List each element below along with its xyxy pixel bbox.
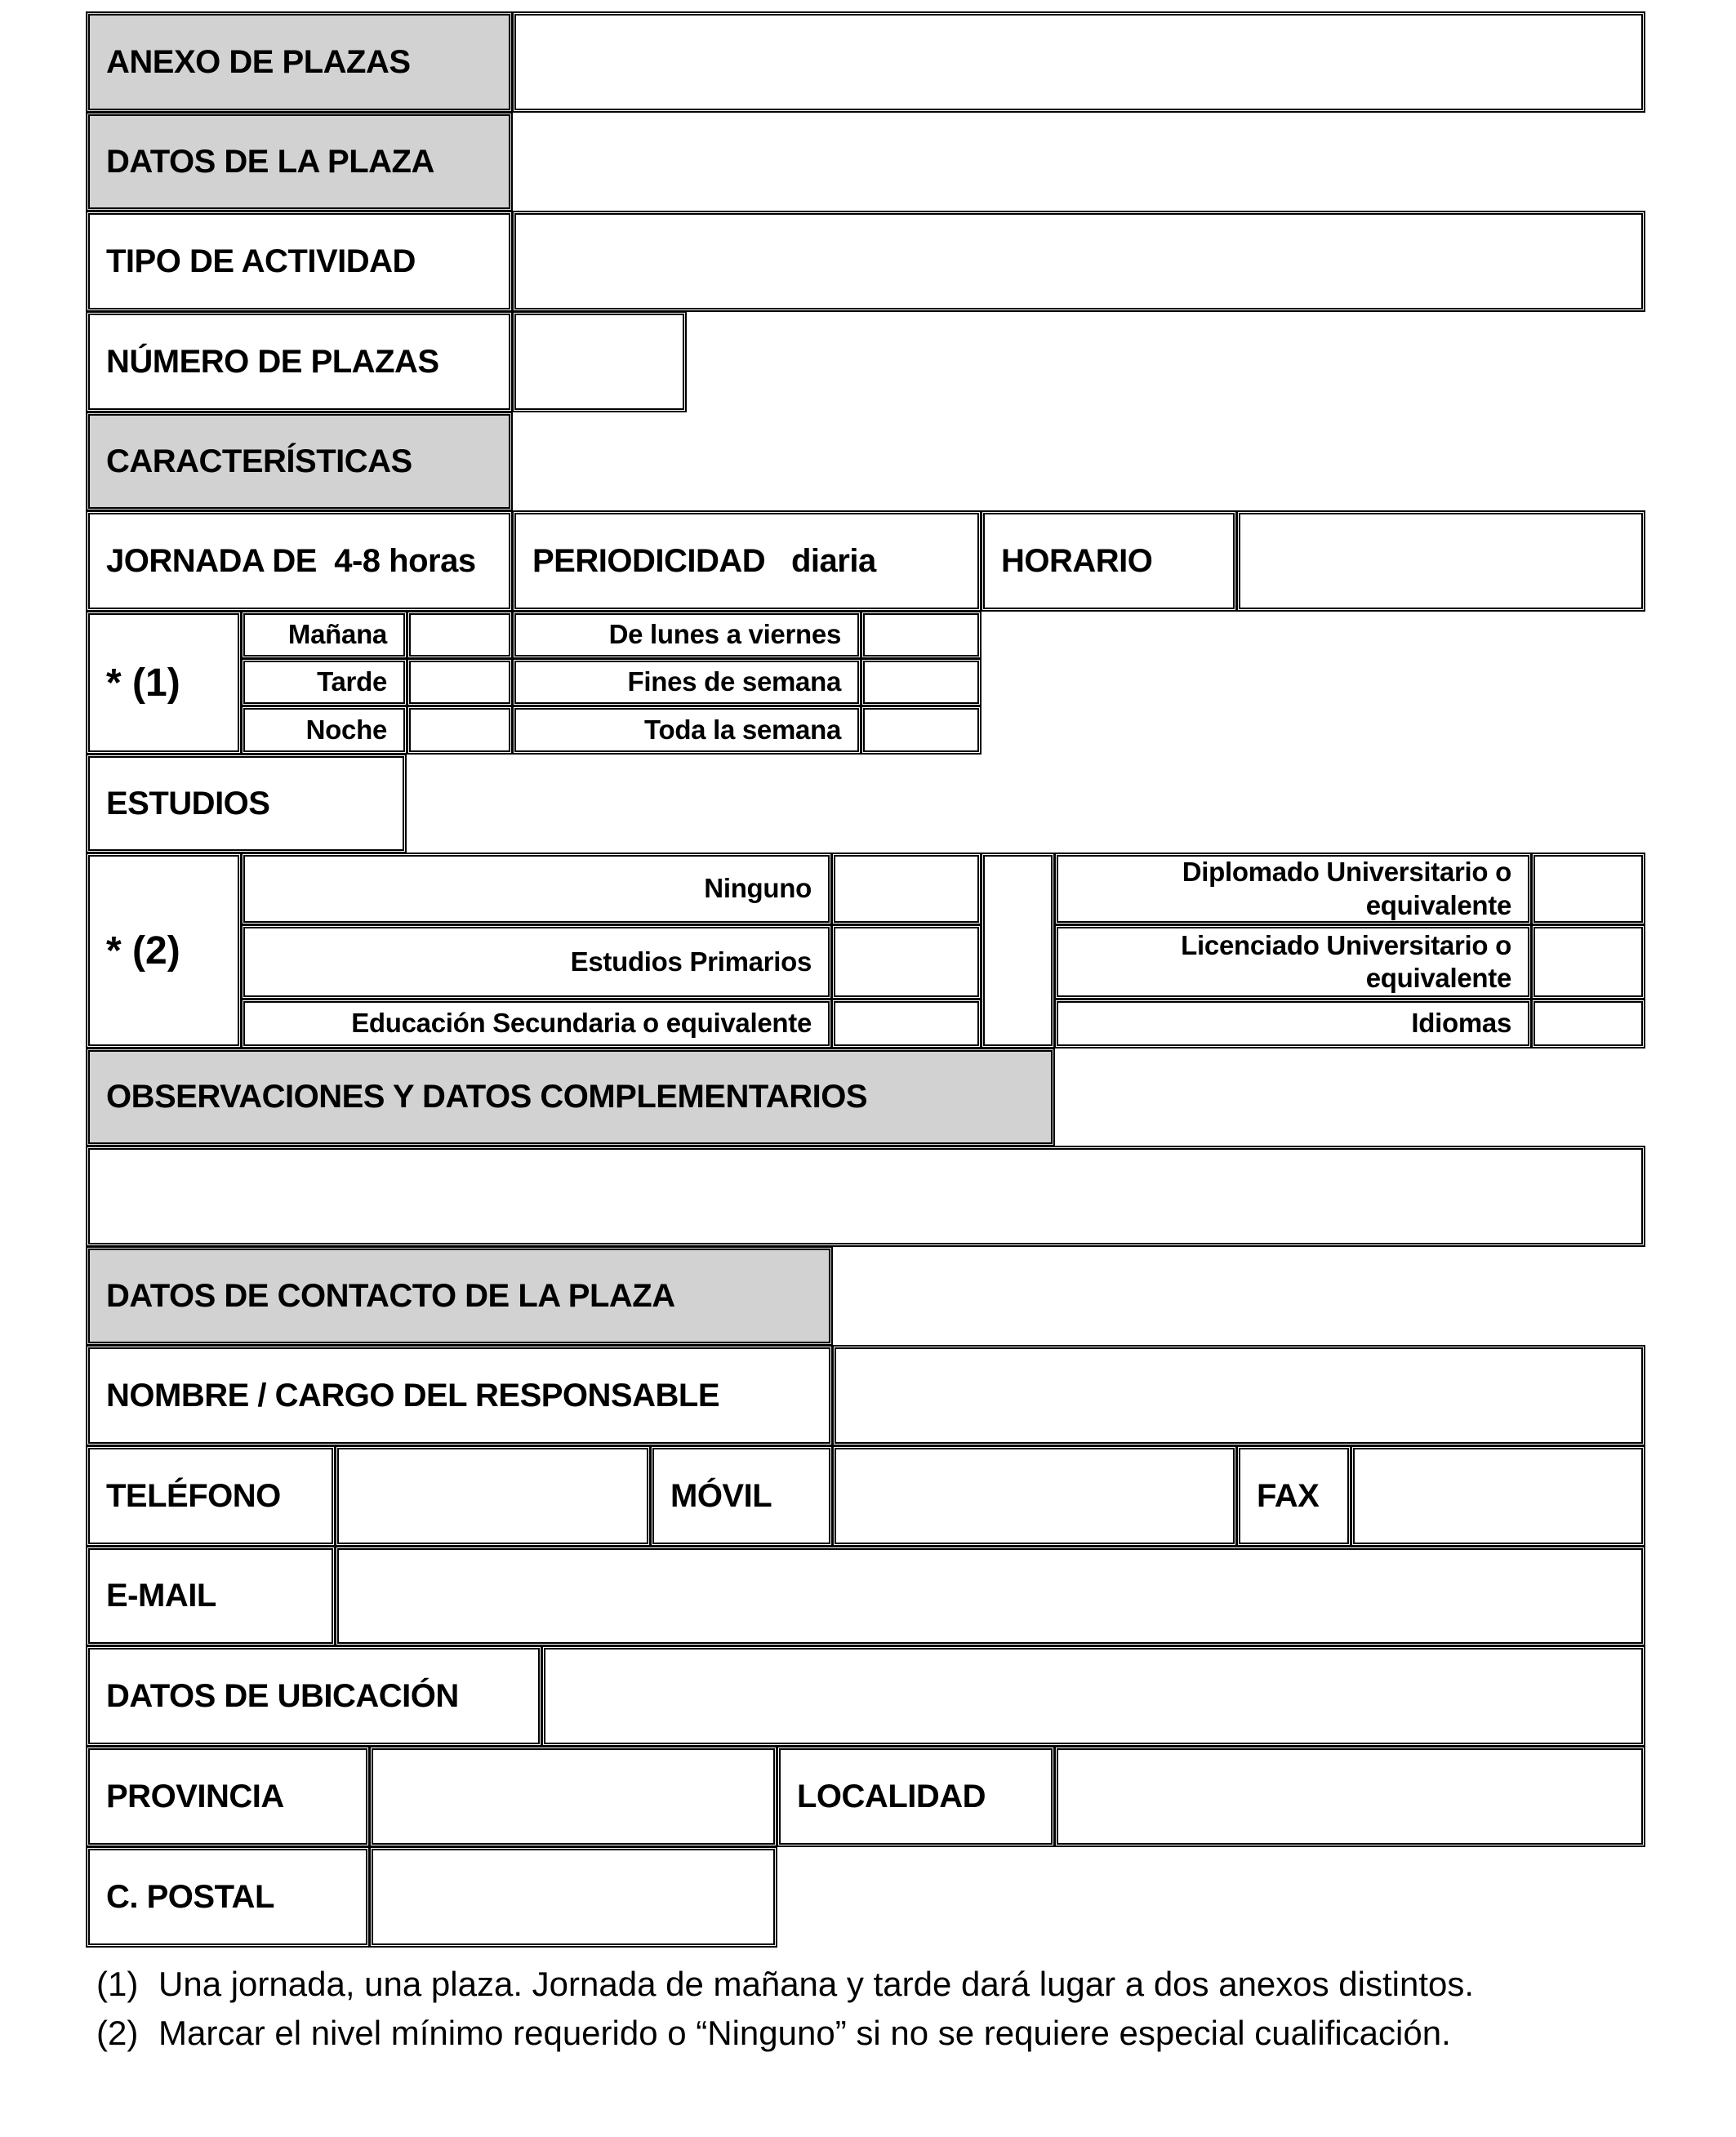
dias-checkbox-toda-semana[interactable] <box>861 706 982 755</box>
education-checkbox-secundaria[interactable] <box>831 999 982 1048</box>
dias-checkbox-fines-semana[interactable] <box>861 658 982 706</box>
datos-ubicacion-field[interactable] <box>541 1645 1645 1747</box>
turno-label-manana: Mañana <box>241 611 407 659</box>
observaciones-field[interactable] <box>86 1146 1645 1247</box>
turno-checkbox-manana[interactable] <box>407 611 513 659</box>
education-label-idiomas: Idiomas <box>1054 999 1532 1048</box>
nombre-cargo-field[interactable] <box>832 1345 1645 1446</box>
provincia-label: PROVINCIA <box>86 1746 370 1847</box>
nombre-cargo-label: NOMBRE / CARGO DEL RESPONSABLE <box>86 1345 833 1446</box>
dias-label-fines-semana: Fines de semana <box>512 658 861 706</box>
periodicidad-label: PERIODICIDAD diaria <box>512 510 982 612</box>
turno-checkbox-noche[interactable] <box>407 706 513 755</box>
estudios-label: ESTUDIOS <box>86 754 407 853</box>
education-separator <box>981 853 1055 1048</box>
education-checkbox-ninguno[interactable] <box>831 853 982 925</box>
turno-label-noche: Noche <box>241 706 407 755</box>
education-checkbox-licenciado[interactable] <box>1531 924 1645 999</box>
localidad-field[interactable] <box>1054 1746 1645 1847</box>
education-label-primarios: Estudios Primarios <box>241 924 832 999</box>
telefono-field[interactable] <box>335 1445 651 1547</box>
tipo-de-actividad-label: TIPO DE ACTIVIDAD <box>86 211 513 312</box>
education-label-ninguno: Ninguno <box>241 853 832 925</box>
footnote-1-number: (1) <box>96 1965 139 2003</box>
c-postal-label: C. POSTAL <box>86 1846 370 1948</box>
education-label-diplomado: Diplomado Universitario o equivalente <box>1054 853 1532 925</box>
email-label: E-MAIL <box>86 1546 336 1646</box>
education-label-secundaria: Educación Secundaria o equivalente <box>241 999 832 1048</box>
datos-de-la-plaza-label: DATOS DE LA PLAZA <box>86 112 513 211</box>
dias-label-lunes-viernes: De lunes a viernes <box>512 611 861 659</box>
turno-checkbox-tarde[interactable] <box>407 658 513 706</box>
footnote-1-text: Una jornada, una plaza. Jornada de mañana y tarde dará lugar a dos anexos distintos. <box>158 1965 1475 2003</box>
education-label-licenciado: Licenciado Universitario o equivalente <box>1054 924 1532 999</box>
observaciones-label: OBSERVACIONES Y DATOS COMPLEMENTARIOS <box>86 1048 1055 1146</box>
schedule-marker: * (1) <box>86 611 242 755</box>
education-checkbox-primarios[interactable] <box>831 924 982 999</box>
tipo-de-actividad-field[interactable] <box>512 211 1645 312</box>
movil-label: MÓVIL <box>650 1445 833 1547</box>
footnote-2 <box>96 2009 1474 2058</box>
datos-ubicacion-label: DATOS DE UBICACIÓN <box>86 1645 542 1747</box>
footnote-2-number: (2) <box>96 2014 139 2052</box>
email-field[interactable] <box>335 1546 1645 1646</box>
datos-contacto-label: DATOS DE CONTACTO DE LA PLAZA <box>86 1246 833 1346</box>
fax-label: FAX <box>1236 1445 1351 1547</box>
horario-field[interactable] <box>1236 510 1645 612</box>
footnotes <box>96 1960 1474 2058</box>
anexo-de-plazas-field[interactable] <box>512 11 1645 113</box>
footnote-1 <box>96 1960 1474 2009</box>
fax-field[interactable] <box>1351 1445 1645 1547</box>
dias-label-toda-semana: Toda la semana <box>512 706 861 755</box>
telefono-label: TELÉFONO <box>86 1445 336 1547</box>
education-marker: * (2) <box>86 853 242 1048</box>
jornada-label: JORNADA DE 4-8 horas <box>86 510 513 612</box>
anexo-de-plazas-label: ANEXO DE PLAZAS <box>86 11 513 113</box>
turno-label-tarde: Tarde <box>241 658 407 706</box>
education-checkbox-diplomado[interactable] <box>1531 853 1645 925</box>
movil-field[interactable] <box>832 1445 1237 1547</box>
footnote-2-text: Marcar el nivel mínimo requerido o “Ninguno” si no se requiere especial cualificación. <box>158 2014 1451 2052</box>
provincia-field[interactable] <box>369 1746 777 1847</box>
horario-label: HORARIO <box>981 510 1237 612</box>
caracteristicas-label: CARACTERÍSTICAS <box>86 412 513 511</box>
numero-de-plazas-label: NÚMERO DE PLAZAS <box>86 311 513 412</box>
localidad-label: LOCALIDAD <box>777 1746 1055 1847</box>
c-postal-field[interactable] <box>369 1846 777 1948</box>
education-checkbox-idiomas[interactable] <box>1531 999 1645 1048</box>
numero-de-plazas-field[interactable] <box>512 311 687 412</box>
dias-checkbox-lunes-viernes[interactable] <box>861 611 982 659</box>
